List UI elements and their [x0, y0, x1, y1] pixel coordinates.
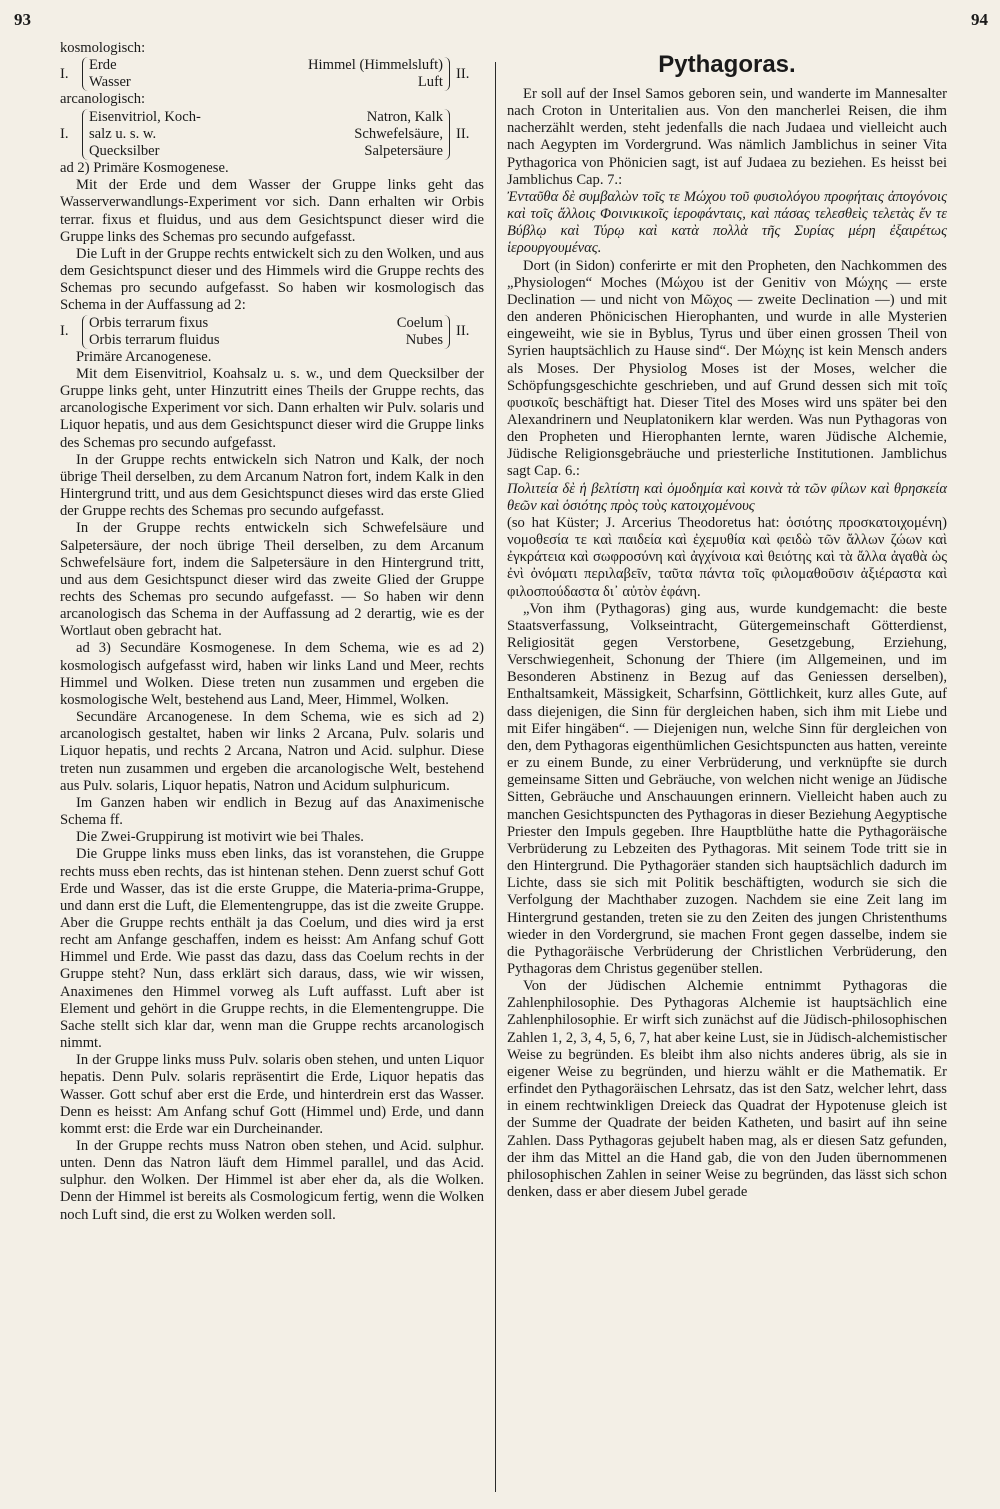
- scheme-cell: Luft: [417, 74, 443, 91]
- paragraph: In der Gruppe rechts entwickeln sich Schwefelsäure und Salpetersäure, der noch übrige Theil derselben, zu dem Arcanum Schwefelsäure fort, indem die Salpetersäure in den Hintergrund tritt, und aus dem Gesichtspunct dieser wird das zweite Glied der Gruppe rechts des Schemas pro secundo aufgefasst. — So haben wir denn arcanologisch das Schema in der Auffassung ad 2 derartig, wie es der Wortlaut oben gebracht hat.: [60, 520, 484, 640]
- paragraph: Die Gruppe links muss eben links, das ist voranstehen, die Gruppe rechts muss eben rechts, das ist hintenan stehen. Denn zuerst schuf Gott Erde und Wasser, das ist die erste Gruppe, die Materia-prima-Gruppe, und dann erst die Luft, die Elementengruppe, das ist die zweite Gruppe. Aber die Gruppe rechts enthält ja das Coelum, und dies wird ja erst recht am Anfange geschaffen, indem es heisst: Am Anfang schuf Gott Himmel und Erde. Wie passt das dazu, dass das Coelum rechts in der Gruppe steht? Nun, dass erklärt sich daraus, dass, wie wir wissen, Anaximenes den Himmel vorweg als Luft auffasst. Luft aber ist Element und gehört in die Gruppe rechts, in die Elementengruppe. Die Sache stellt sich klar dar, wenn man die Gruppe rechts arcanologisch nimmt.: [60, 846, 484, 1052]
- paragraph: ad 2) Primäre Kosmogenese.: [60, 160, 229, 177]
- paragraph: Mit der Erde und dem Wasser der Gruppe links geht das Wasserverwandlungs-Experiment vor sich. Dann erhalten wir Orbis terrar. fixus et fluidus, und aus dem Gesichtspunct dieser wird die Gruppe links des Schemas pro secundo aufgefasst.: [60, 177, 484, 245]
- paragraph: Dort (in Sidon) conferirte er mit den Propheten, den Nachkommen des „Physiologen“ Moches (Μώχου ist der Genitiv von Μώχης — erste Declination — und nicht von Μῶχος — zweite Declination —) und mit den anderen Phönicischen Hierophanten, und wurde in alle Mysterien eingeweiht, wie sie in Byblus, Tyrus und über einen grossen Theil von Syrien hauptsächlich zu Hause sind“. Der Μώχης ist kein Mensch anders als Moses. Der Physiolog Moses ist der Moses, welcher die Schöpfungsgeschichte geschrieben, und auf Grund dessen sich mit τοῖς φυσικοῖς beschäftigt hat. Dieser Titel des Moses wird uns später bei den Alexandrinern und Neuplatonikern klar werden. Was nun Pythagoras von den Propheten und Hierophanten lernte, waren Jüdische Alchemie, Jüdische Religionsgebräuche und priesterliche Institutionen. Jamblichus sagt Cap. 6.:: [507, 257, 947, 480]
- scheme-cell: Nubes: [405, 331, 443, 348]
- scheme-cell: Salpetersäure: [364, 142, 443, 159]
- greek-quote: Πολιτεία δὲ ἡ βελτίστη καὶ ὁμοδημία καὶ κοινὰ τὰ τῶν φίλων καὶ θρησκεία θεῶν καὶ ὁσιότης πρὸς τοὺς κατοιχομένους: [507, 480, 947, 514]
- label-arcanologisch: arcanologisch:: [60, 91, 146, 108]
- paragraph: Er soll auf der Insel Samos geboren sein, und wanderte im Mannesalter nach Croton in Unteritalien aus. Von den mancherlei Reisen, die ihm nacherzählt werden, steht jedenfalls die nach Judaea und vielleicht auch nach Aegypten im Vordergrund. Was nämlich Jamblichus in seiner Vita Pythagorica von Phönicien sagt, ist auf Judaea zu beziehen. Es heisst bei Jamblichus Cap. 7.:: [507, 86, 947, 188]
- scheme-cell: Coelum: [396, 314, 443, 331]
- scheme-arcanologisch: [60, 109, 484, 160]
- paragraph: ad 3) Secundäre Kosmogenese. In dem Schema, wie es ad 2) kosmologisch aufgefasst wird, haben wir links Land und Meer, rechts Himmel und Wolken. Diese treten nun zusammen und ergeben die kosmologische Welt, bestehend aus Land, Meer, Himmel, Wolken.: [60, 640, 484, 708]
- scheme-cell: Himmel (Himmelsluft): [308, 57, 443, 74]
- scheme-cell: Schwefelsäure,: [354, 125, 443, 142]
- column-divider: [495, 62, 496, 1492]
- scheme-cell: Erde: [89, 57, 117, 74]
- label-kosmologisch: kosmologisch:: [60, 40, 146, 56]
- paragraph: In der Gruppe rechts muss Natron oben stehen, und Acid. sulphur. unten. Denn das Natron läuft dem Himmel parallel, und das Acid. sulphur. den Wolken. Der Himmel ist aber eher da, als die Wolken. Denn der Himmel ist bereits als Cosmologicum fertig, wenn die Wolken noch Luft sind, die erst zu Wolken werden soll.: [60, 1138, 484, 1223]
- paragraph: (so hat Küster; J. Arcerius Theodoretus hat: ὁσιότης προσκατοιχομένη) νομοθεσία τε καὶ παιδεία καὶ ἐχεμυθία καὶ φειδὼ τῶν ἄλλων ζώων καὶ ἐγκράτεια καὶ σωφροσύνη καὶ ἀγχίνοια καὶ θειότης καὶ τὰ ἄλλα ἀγαθὰ ὡς ἐνὶ ὀνόματι περιλαβεῖν, ταῦτα πάντα τοῖς φιλομαθοῦσιν ἀξιέραστα καὶ φιλοσπούδαστα δι᾽ αὐτὸν ἐφάνη.: [507, 514, 947, 600]
- page-number-right: 94: [971, 10, 988, 29]
- paragraph: Die Luft in der Gruppe rechts entwickelt sich zu den Wolken, und aus dem Gesichtspunct dieser und des Himmels wird die Gruppe rechts des Schemas pro secundo aufgefasst. So haben wir kosmologisch das Schema in der Auffassung ad 2:: [60, 245, 484, 314]
- paragraph: Die Zwei-Gruppirung ist motivirt wie bei Thales.: [76, 829, 364, 846]
- scheme-kosmologisch: [60, 57, 484, 91]
- scheme-cell: Quecksilber: [89, 142, 160, 159]
- scheme-roman-one: I.: [60, 323, 69, 340]
- scheme-cell: Orbis terrarum fixus: [89, 314, 209, 331]
- greek-quote: Ἐνταῦθα δὲ συμβαλὼν τοῖς τε Μώχου τοῦ φυσιολόγου προφήταις ἀπογόνοις καὶ τοῖς ἄλλοις Φοινικικοῖς ἱεροφάνταις, καὶ πάσας τελεσθεὶς τελετὰς ἔν τε Βύβλῳ καὶ Τύρῳ καὶ κατὰ πολλὰ τῆς Συρίας μέρη ἐξαιρέτως ἱερουργουμένας.: [507, 188, 947, 257]
- paragraph: Von der Jüdischen Alchemie entnimmt Pythagoras die Zahlenphilosophie. Des Pythagoras Alchemie ist hauptsächlich eine Zahlenphilosophie. Er wirft sich zunächst auf die Jüdisch-philosophischen Zahlen 1, 2, 3, 4, 5, 6, 7, hat aber keine Lust, sie in Jüdisch-alchemistischer Weise zu begründen. Es bleibt ihm also nichts anderes übrig, als sie in eigener Weise zu begründen, und hierzu wählt er die Mathematik. Er erfindet den Pythagoräischen Lehrsatz, das ist den Satz, welcher lehrt, dass in einem rechtwinkligen Dreieck das Quadrat der Hypotenuse gleich ist der Summe der Quadrate der beiden Katheten, und basirt auf ihn seine Zahlen. Dass Pythagoras gejubelt haben mag, als er diesen Satz gefunden, der ihm das Mittel an die Hand gab, die von den Juden übernommenen philosophischen Zahlen in seiner Weise zu begründen, das lässt sich schon denken, dass er aber diesem Jubel gerade: [507, 978, 947, 1200]
- scheme-cell: Natron, Kalk: [366, 108, 443, 125]
- scheme-cell: salz u. s. w.: [89, 125, 157, 142]
- scheme-ad-2: [60, 315, 484, 349]
- scheme-roman-one: I.: [60, 125, 69, 142]
- paragraph: In der Gruppe links muss Pulv. solaris oben stehen, und unten Liquor hepatis. Denn Pulv. solaris repräsentirt die Erde, Liquor hepatis das Wasser. Gott schuf aber erst die Erde, und hinterdrein erst das Wasser. Denn es heisst: Am Anfang schuf Gott (Himmel und) Erde, und dann kommt erst: die Erde war ein Durcheinander.: [60, 1052, 484, 1137]
- scheme-roman-two: II.: [456, 323, 470, 340]
- scheme-cell: Eisenvitriol, Koch-: [89, 108, 201, 125]
- paragraph: Primäre Arcanogenese.: [76, 348, 212, 365]
- scheme-roman-one: I.: [60, 65, 69, 82]
- page-number-left: 93: [14, 10, 31, 29]
- scheme-cell: Wasser: [89, 74, 131, 91]
- paragraph: „Von ihm (Pythagoras) ging aus, wurde kundgemacht: die beste Staatsverfassung, Volkseintracht, Gütergemeinschaft Götterdienst, Religiosität gegen Verstorbene, Gesetzgebung, Erziehung, Verschwiegenheit, Schonung der Thiere (im Allgemeinen, und im Besonderen Abstinenz in Bezug auf das Geniessen derselben), Enthaltsamkeit, Mässigkeit, Scharfsinn, Göttlichkeit, kurz alles Gute, auf dass diejenigen, die Sinn für dergleichen haben, sich ihm mit Liebe und mit Eifer hingäben“. — Diejenigen nun, welche Sinn für dergleichen von den, dem Pythagoras eigenthümlichen Gesichtspuncten aus hatten, vereinte er zu einem Bunde, zu einer Verbrüderung, und verknüpfte sie durch gemeinsame Sitten und Gebräuche, von welchen nicht wenige an Jüdische Sitten, Gebräuche und Anschauungen erinnern. Vielleicht haben auch zu manchen Gesichtspuncten des Pythagoras in dieser Beziehung Aegyptische Priester den Impuls gegeben. Ihre Hauptblüthe hatte die Pythagoräische Verbrüderung zu Lebzeiten des Pythagoras. Mit seinem Tode tritt sie in den Hintergrund. Die Pythagoräer standen sich hauptsächlich dadurch im Lichte, dass sie sich mit Politik beschäftigten, wodurch sie sich die Verfolgung der Machthaber zuzogen. Nachdem sie eine Zeit lang im Hintergrund gestanden, treten sie zu den Zeiten des jungen Christenthums wieder in den Vordergrund, sie machen Front gegen dasselbe, indem sie die Pythagoräische Verbrüderung der Christlichen Verbrüderung, den Pythagoras dem Christus gegenüber stellen.: [507, 600, 947, 977]
- paragraph: Im Ganzen haben wir endlich in Bezug auf das Anaximenische Schema ff.: [60, 794, 484, 829]
- left-column: [60, 40, 484, 1224]
- scheme-roman-two: II.: [456, 65, 470, 82]
- right-column: [507, 40, 947, 1201]
- scheme-cell: Orbis terrarum fluidus: [89, 331, 220, 348]
- paragraph: Mit dem Eisenvitriol, Koahsalz u. s. w., und dem Quecksilber der Gruppe links geht, unter Hinzutritt eines Theils der Gruppe rechts, das arcanologische Experiment vor sich. Dann erhalten wir Pulv. solaris und Liquor hepatis, und aus dem Gesichtspunct dieser wird die Gruppe links des Schemas pro secundo aufgefasst.: [60, 365, 484, 451]
- paragraph: Secundäre Arcanogenese. In dem Schema, wie es sich ad 2) arcanologisch gestaltet, haben wir links 2 Arcana, Pulv. solaris und Liquor hepatis, und rechts 2 Arcana, Natron und Acid. sulphur. Diese treten nun zusammen und ergeben die arcanologische Welt, bestehend aus Pulv. solaris, Liquor hepatis, Natron und Acidum sulphuricum.: [60, 709, 484, 794]
- scheme-roman-two: II.: [456, 125, 470, 142]
- paragraph: In der Gruppe rechts entwickeln sich Natron und Kalk, der noch übrige Theil derselben, zu dem Arcanum Natron fort, indem Kalk in den Hintergrund tritt, und aus dem Gesichtspunct dieses wird das erste Glied der Gruppe rechts des Schemas pro secundo aufgefasst.: [60, 451, 484, 520]
- section-heading: Pythagoras.: [658, 51, 796, 78]
